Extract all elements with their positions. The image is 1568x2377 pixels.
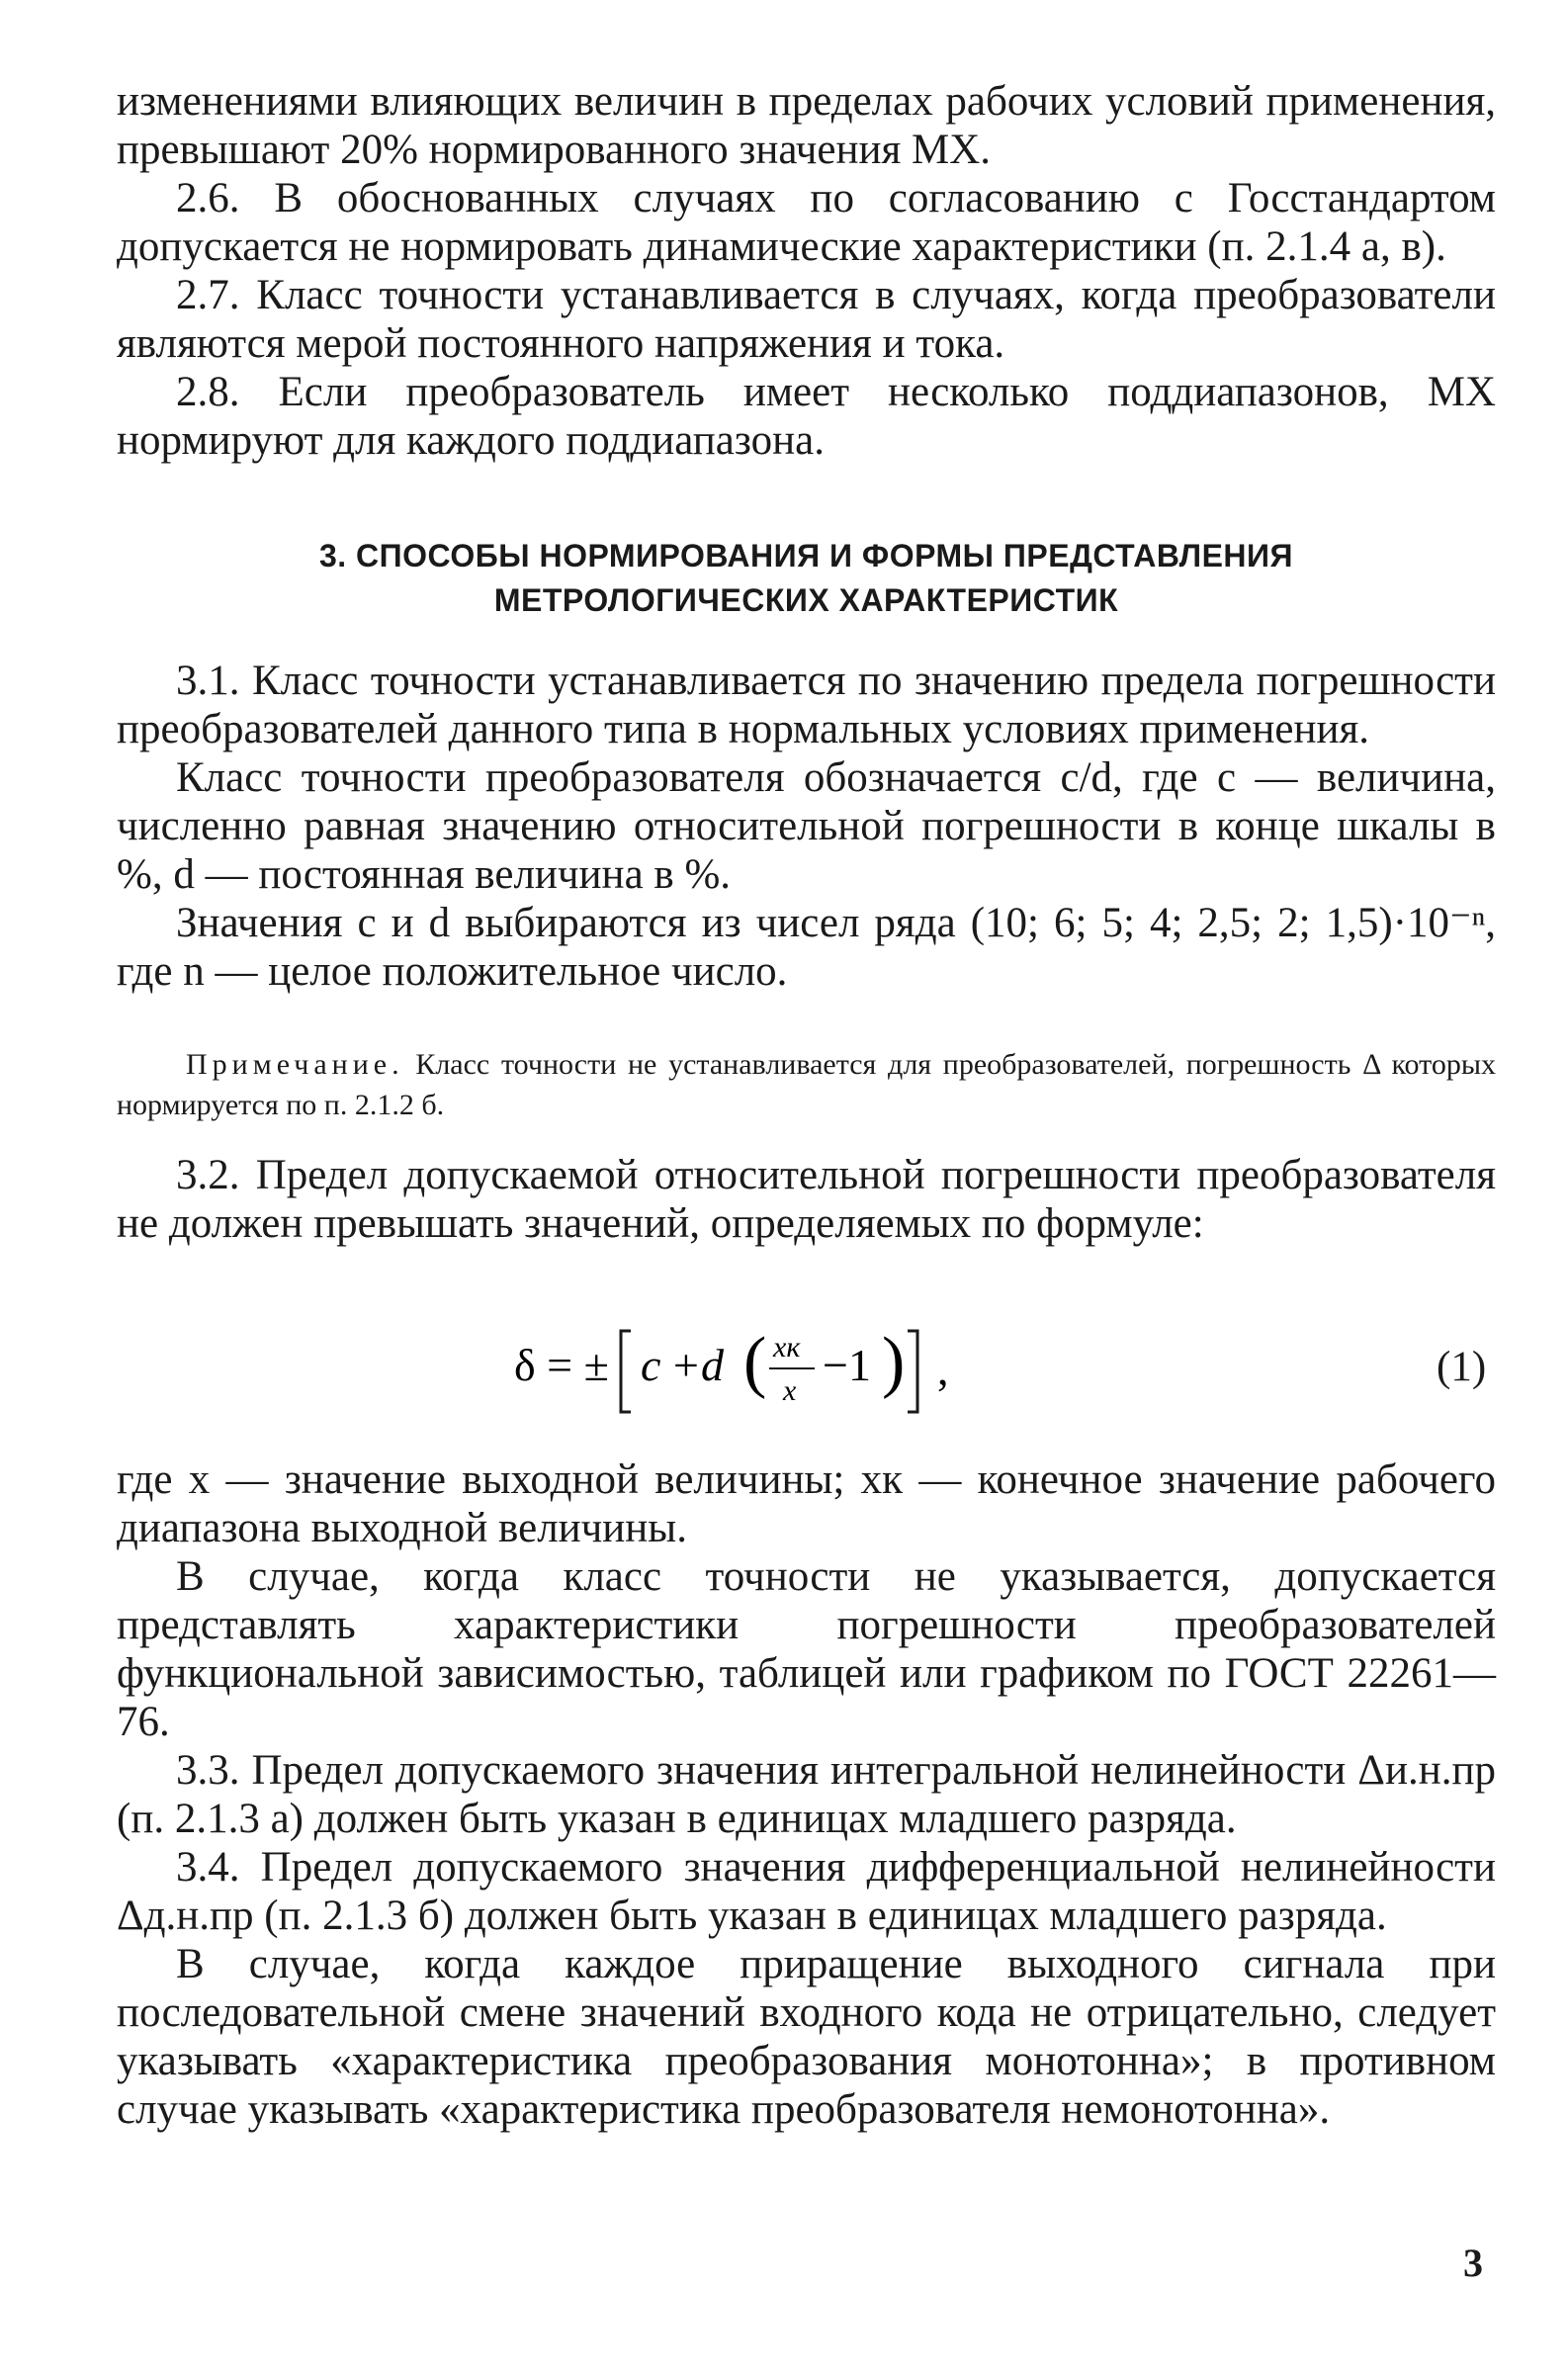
paragraph-3-2: 3.2. Предел допускаемой относительной погрешности преобразователя не должен превышать значений, определяемых по формуле: bbox=[117, 1152, 1496, 1247]
fraction-numerator: xк bbox=[773, 1331, 801, 1364]
paragraph-case-1: В случае, когда класс точности не указывается, допускается представлять характеристики погрешности преобразователей функциональной зависимостью, таблицей или графиком по ГОСТ 22261—76. bbox=[117, 1553, 1496, 1745]
formula-lhs: δ = ± bbox=[514, 1340, 609, 1390]
paragraph-case-2: В случае, когда каждое приращение выходного сигнала при последовательной смене значений входного кода не отрицательно, следует указывать «характеристика преобразования монотонна»; в противном случае указывать «характеристика преобразователя немонотонна». bbox=[117, 1941, 1496, 2133]
heading-line-1: 3. СПОСОБЫ НОРМИРОВАНИЯ И ФОРМЫ ПРЕДСТАВЛЕНИЯ bbox=[318, 538, 1294, 573]
text-block-bottom bbox=[117, 1455, 1496, 2134]
formula-minus-one: −1 bbox=[823, 1340, 871, 1390]
text-block-3-2 bbox=[117, 1151, 1496, 1248]
note-block bbox=[117, 1044, 1496, 1125]
right-paren: ) bbox=[882, 1324, 906, 1400]
section-heading bbox=[117, 534, 1496, 623]
paragraph-2-6: 2.6. В обоснованных случаях по согласованию с Госстандартом допускается не нормировать динамические характеристики (п. 2.1.4 а, в). bbox=[117, 175, 1496, 270]
left-paren: ( bbox=[743, 1324, 767, 1400]
paragraph-2-8: 2.8. Если преобразователь имеет несколько поддиапазонов, МХ нормируют для каждого поддиапазона. bbox=[117, 369, 1496, 464]
note-label: Примечание. bbox=[186, 1048, 404, 1081]
paragraph-3-4: 3.4. Предел допускаемого значения дифференциальной нелинейности Δд.н.пр (п. 2.1.3 б) должен быть указан в единицах младшего разряда. bbox=[117, 1844, 1496, 1939]
paragraph-continuation: изменениями влияющих величин в пределах рабочих условий применения, превышают 20% нормированного значения МХ. bbox=[117, 78, 1496, 173]
note-text: Класс точности не устанавливается для преобразователей, погрешность Δ которых нормируется по п. 2.1.2 б. bbox=[117, 1048, 1496, 1121]
heading-line-2: МЕТРОЛОГИЧЕСКИХ ХАРАКТЕРИСТИК bbox=[493, 582, 1119, 618]
formula-1 bbox=[514, 1313, 1068, 1422]
fraction-denominator: x bbox=[783, 1374, 797, 1407]
paragraph-3-1c: Значения c и d выбираются из чисел ряда (10; 6; 5; 4; 2,5; 2; 1,5)·10⁻ⁿ, где n — целое положительное число. bbox=[117, 900, 1496, 995]
paragraph-where: где x — значение выходной величины; xк — конечное значение рабочего диапазона выходной величины. bbox=[117, 1456, 1496, 1551]
left-bracket bbox=[621, 1331, 631, 1412]
paragraph-3-1b: Класс точности преобразователя обозначается c/d, где c — величина, численно равная значению относительной погрешности в конце шкалы в %, d — постоянная величина в %. bbox=[117, 754, 1496, 898]
paragraph-2-7: 2.7. Класс точности устанавливается в случаях, когда преобразователи являются мерой постоянного напряжения и тока. bbox=[117, 272, 1496, 367]
formula-c: c bbox=[641, 1340, 661, 1390]
page-number: 3 bbox=[1463, 2241, 1483, 2285]
paragraph-3-1a: 3.1. Класс точности устанавливается по значению предела погрешности преобразователей данного типа в нормальных условиях применения. bbox=[117, 658, 1496, 752]
formula-comma: , bbox=[937, 1344, 949, 1394]
paragraph-3-3: 3.3. Предел допускаемого значения интегральной нелинейности Δи.н.пр (п. 2.1.3 а) должен быть указан в единицах младшего разряда. bbox=[117, 1747, 1496, 1842]
right-bracket bbox=[908, 1331, 917, 1412]
text-block-top bbox=[117, 77, 1496, 465]
equation-number: (1) bbox=[1437, 1344, 1487, 1390]
text-block-3-1 bbox=[117, 657, 1496, 996]
formula-plus-d: +d bbox=[670, 1340, 725, 1390]
